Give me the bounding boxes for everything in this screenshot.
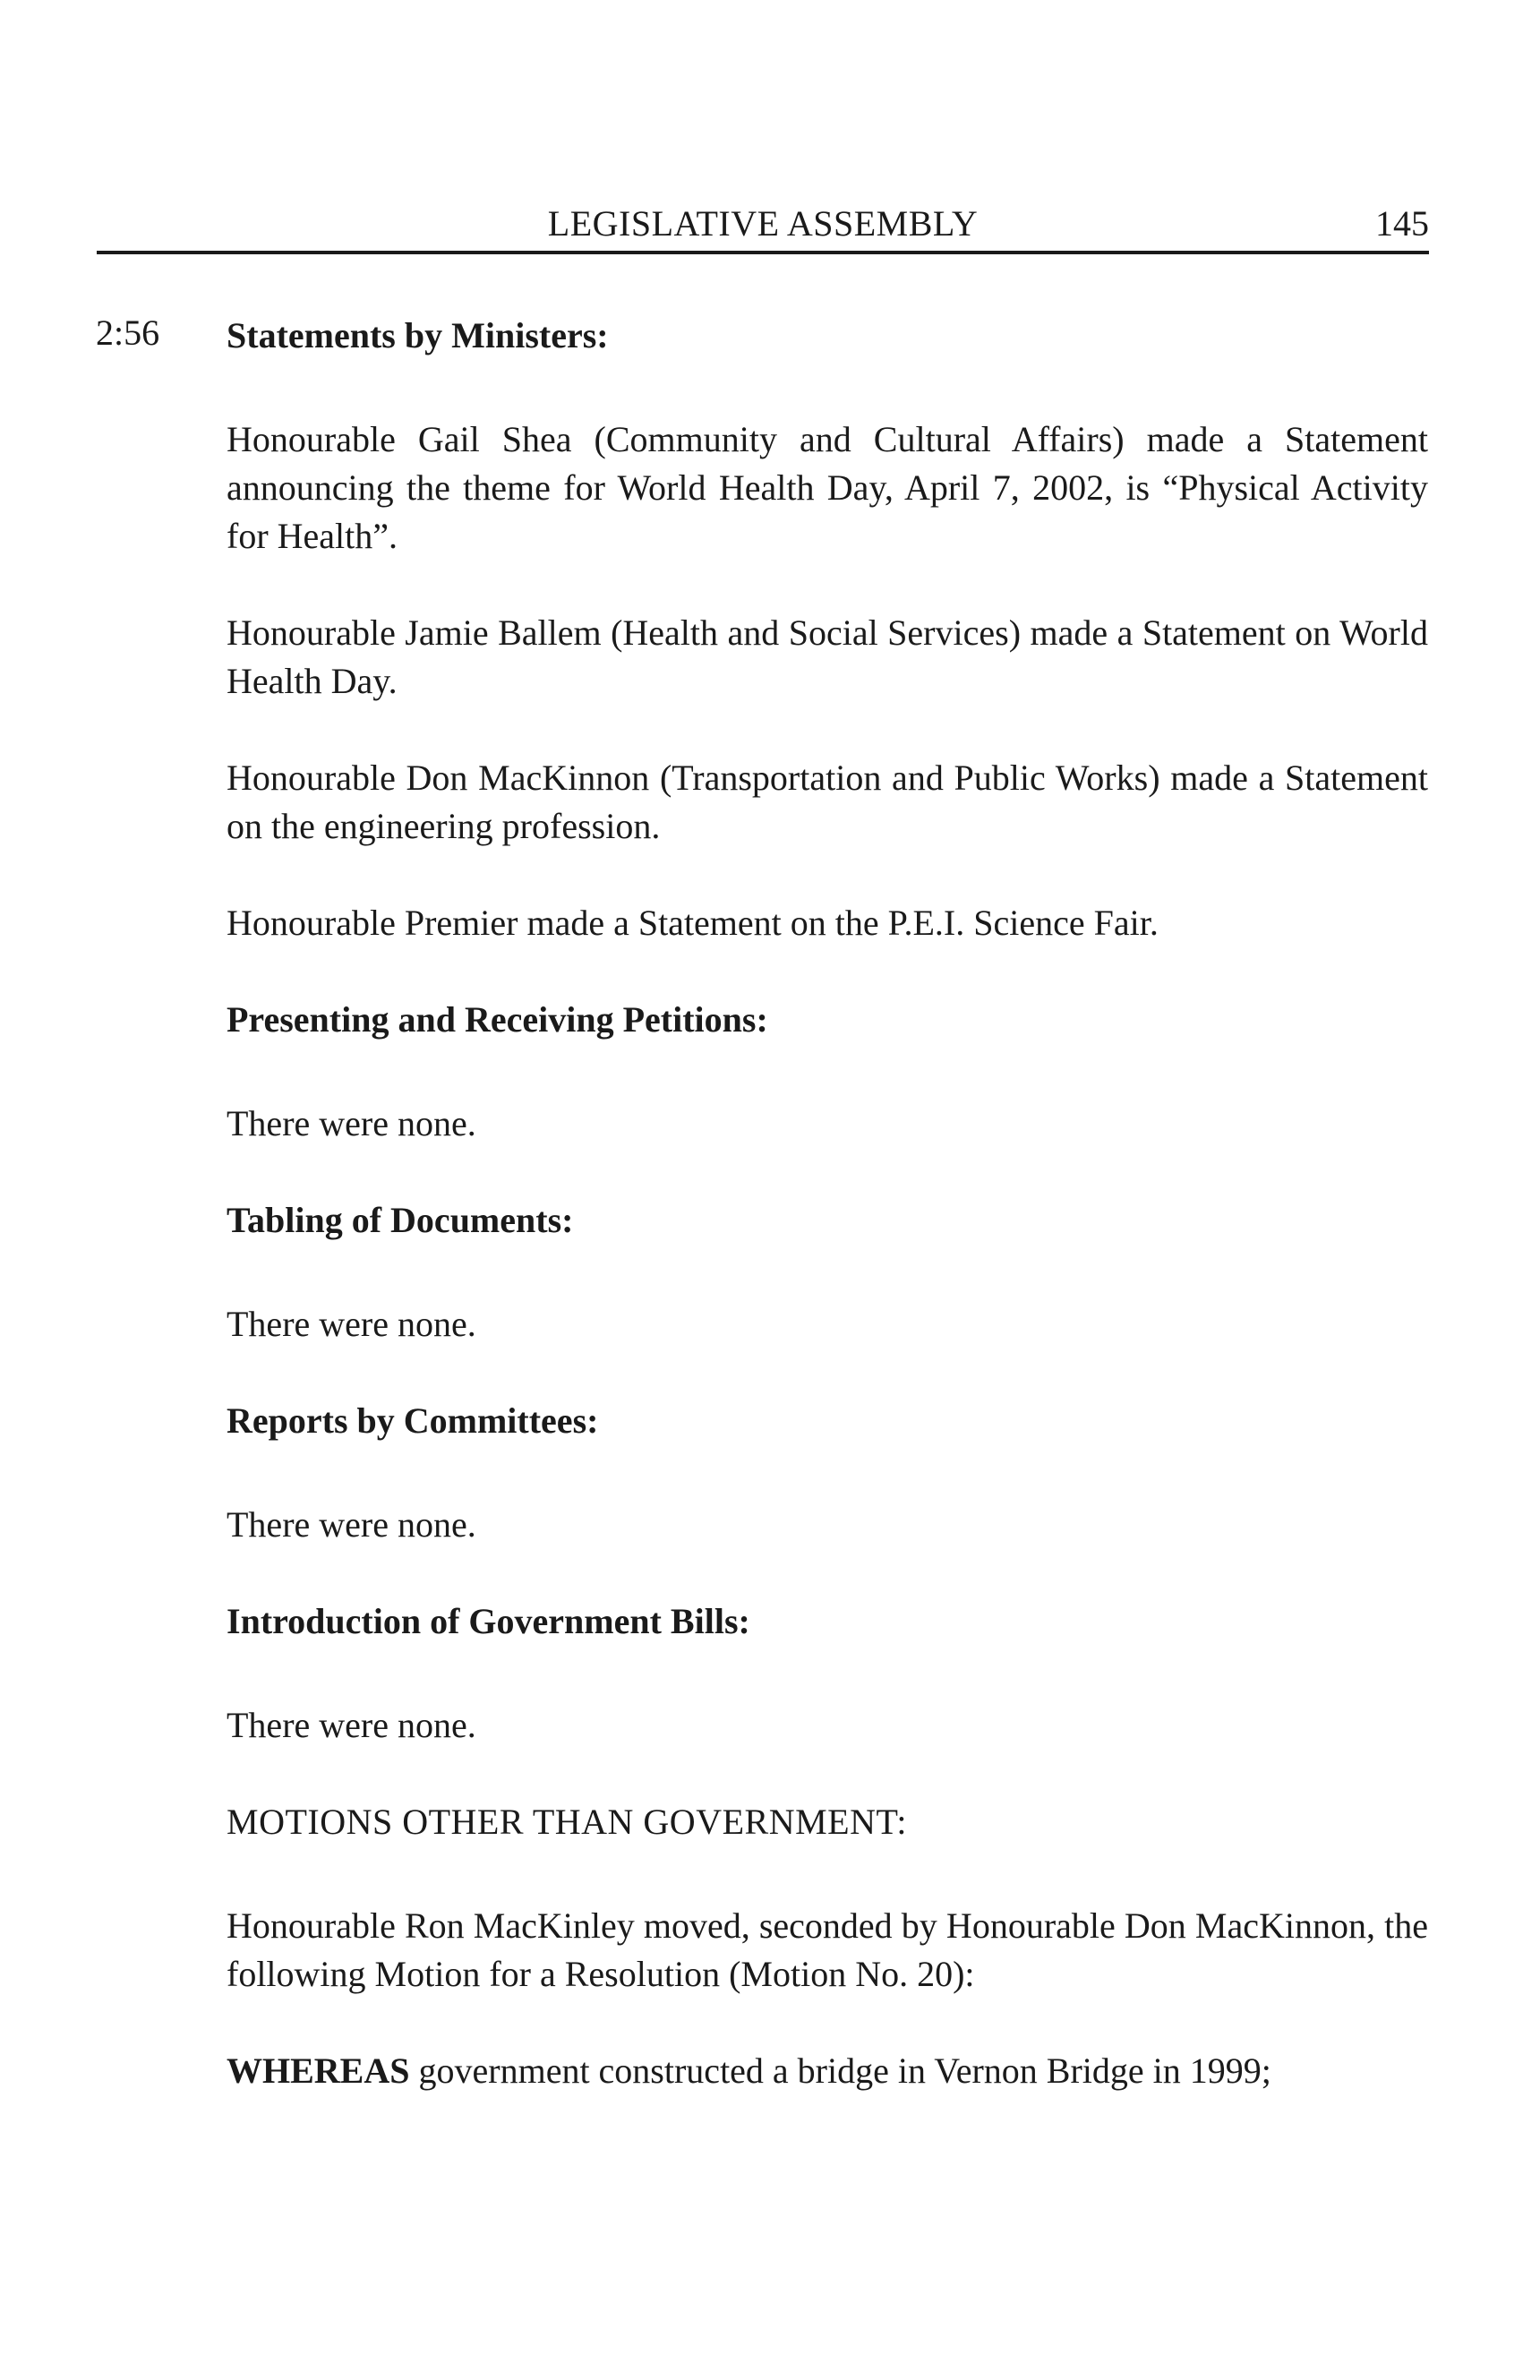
section-heading-bills: Introduction of Government Bills: <box>227 1601 750 1641</box>
section-heading-petitions: Presenting and Receiving Petitions: <box>227 999 768 1040</box>
petitions-text: There were none. <box>227 1103 476 1143</box>
page-header <box>97 197 1429 254</box>
bills-text: There were none. <box>227 1705 476 1745</box>
committees-text: There were none. <box>227 1504 476 1545</box>
whereas-text: government constructed a bridge in Vernon Bridge in 1999; <box>409 2050 1271 2091</box>
section-heading-documents: Tabling of Documents: <box>227 1200 574 1240</box>
whereas-lead: WHEREAS <box>227 2050 410 2091</box>
documents-text: There were none. <box>227 1304 476 1344</box>
time-stamp: 2:56 <box>96 312 160 353</box>
section-heading-motions: MOTIONS OTHER THAN GOVERNMENT: <box>227 1802 908 1842</box>
statement-paragraph: Honourable Gail Shea (Community and Cultural Affairs) made a Statement announcing the theme for World Health Day, April 7, 2002, is “Physical Activity for Health”. <box>227 419 1428 556</box>
section-heading-ministers: Statements by Ministers: <box>227 315 609 355</box>
statement-paragraph: Honourable Jamie Ballem (Health and Social Services) made a Statement on World Health Day. <box>227 612 1428 701</box>
whereas-clause <box>227 2047 1428 2095</box>
page-body <box>227 312 1428 2095</box>
section-heading-committees: Reports by Committees: <box>227 1400 599 1441</box>
running-head: LEGISLATIVE ASSEMBLY <box>547 203 979 244</box>
statement-paragraph: Honourable Premier made a Statement on the P.E.I. Science Fair. <box>227 903 1159 943</box>
motion-paragraph: Honourable Ron MacKinley moved, seconded by Honourable Don MacKinnon, the following Motion for a Resolution (Motion No. 20): <box>227 1905 1428 1994</box>
statement-paragraph: Honourable Don MacKinnon (Transportation and Public Works) made a Statement on the engineering profession. <box>227 758 1428 846</box>
page-number: 145 <box>1375 203 1429 244</box>
